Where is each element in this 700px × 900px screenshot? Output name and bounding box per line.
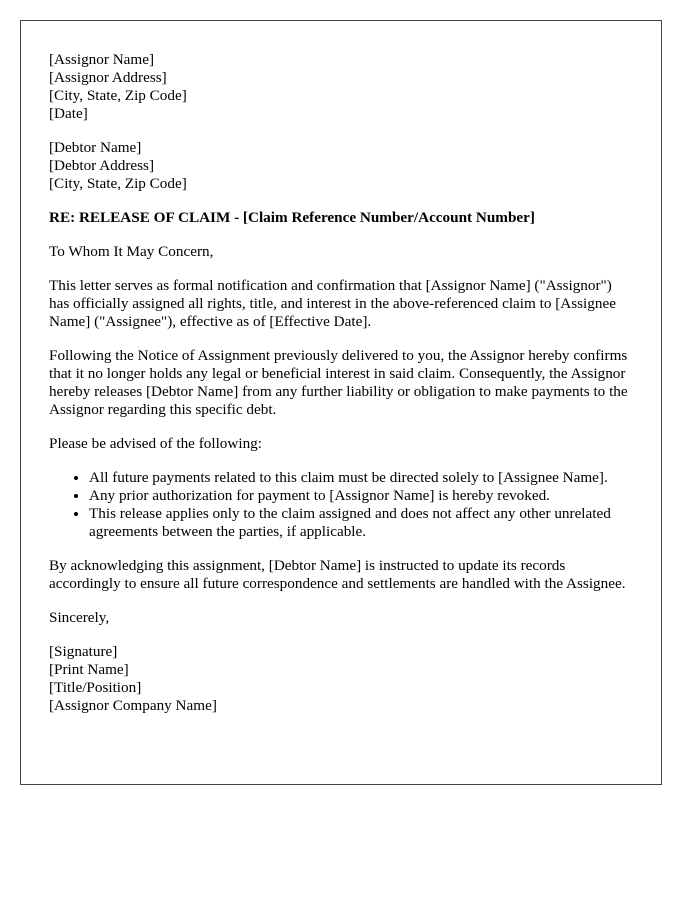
paragraph-notification: This letter serves as formal notification and confirmation that [Assignor Name] ("Assignor") has officially assigned all rights, title, and interest in the above-referenced claim to [Assignee Name] ("Assignee"), effective as of [Effective Date]. (49, 277, 616, 330)
sender-block (49, 51, 633, 123)
paragraph-advisory: Please be advised of the following: (49, 435, 262, 452)
list-item: • Any prior authorization for payment to [Assignor Name] is hereby revoked. (89, 487, 633, 505)
sender-city-state-zip: [City, State, Zip Code] (49, 87, 187, 104)
sender-address: [Assignor Address] (49, 69, 167, 86)
signature-block (49, 643, 633, 715)
recipient-name: [Debtor Name] (49, 139, 142, 156)
paragraph-release: Following the Notice of Assignment previously delivered to you, the Assignor hereby confirms that it no longer holds any legal or beneficial interest in said claim. Consequently, the Assignor hereby releases [Debtor Name] from any further liability or obligation to make payments to the Assignor regarding this specific debt. (49, 347, 628, 418)
company-name: [Assignor Company Name] (49, 697, 217, 714)
list-item: • All future payments related to this claim must be directed solely to [Assignee Name]. (89, 469, 633, 487)
sender-name: [Assignor Name] (49, 51, 155, 68)
recipient-block (49, 139, 633, 193)
advisory-list (49, 469, 633, 541)
letter-date: [Date] (49, 105, 88, 122)
subject-line: RE: RELEASE OF CLAIM - [Claim Reference Number/Account Number] (49, 209, 535, 226)
recipient-city-state-zip: [City, State, Zip Code] (49, 175, 187, 192)
list-item: • This release applies only to the claim assigned and does not affect any other unrelated agreements between the parties, if applicable. (89, 505, 633, 541)
signature: [Signature] (49, 643, 118, 660)
closing: Sincerely, (49, 609, 110, 626)
recipient-address: [Debtor Address] (49, 157, 155, 174)
closing-paragraph: By acknowledging this assignment, [Debtor Name] is instructed to update its records accordingly to ensure all future correspondence and settlements are handled with the Assignee. (49, 557, 626, 592)
letter-document (20, 20, 662, 785)
salutation: To Whom It May Concern, (49, 243, 214, 260)
print-name: [Print Name] (49, 661, 129, 678)
title-position: [Title/Position] (49, 679, 142, 696)
